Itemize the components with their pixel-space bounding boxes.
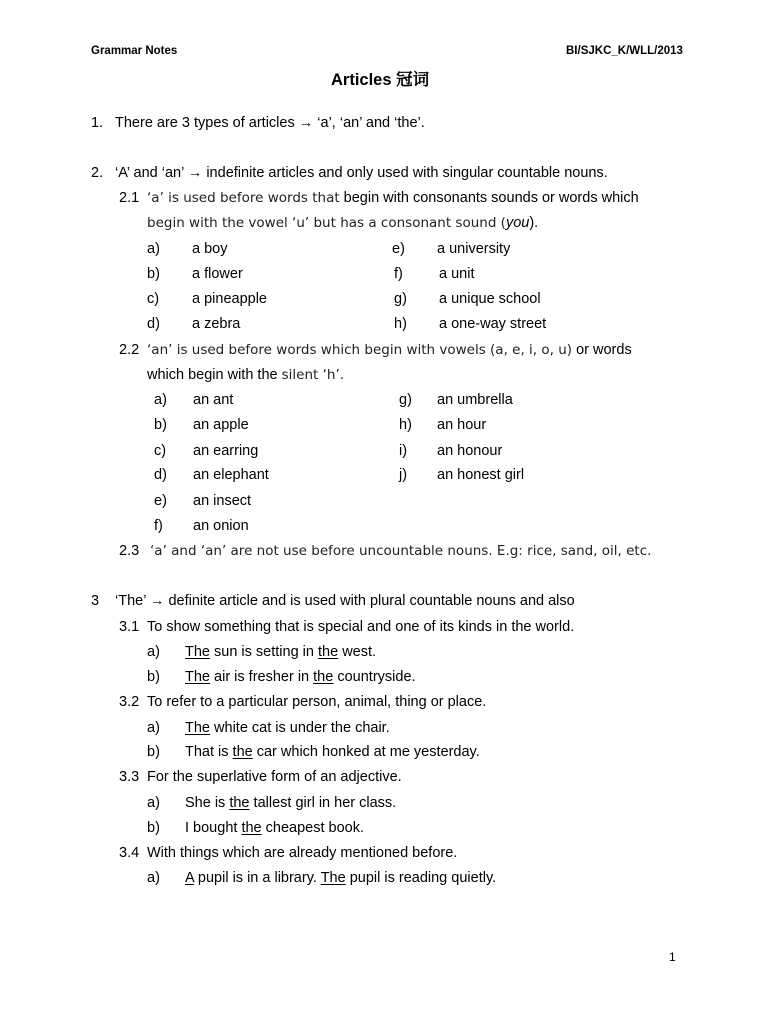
rule-2-2-number: 2.2 xyxy=(119,342,140,358)
list-item-label: f) xyxy=(394,266,403,282)
rule-3-3-text: For the superlative form of an adjective. xyxy=(147,769,402,785)
section-1-number: 1. xyxy=(91,115,104,131)
list-item-label: b) xyxy=(147,266,160,282)
list-item-label: h) xyxy=(399,417,412,433)
list-item: an earring xyxy=(193,443,259,459)
sentence-part: sun is setting in xyxy=(210,644,318,660)
underlined-article: the xyxy=(232,744,253,760)
underlined-article: The xyxy=(185,669,210,685)
list-item-label: a) xyxy=(147,644,160,660)
list-item: a unit xyxy=(439,266,475,282)
example-sentence xyxy=(185,643,376,661)
list-item: a one-way street xyxy=(439,316,547,332)
list-item-label: c) xyxy=(147,291,160,307)
example-sentence xyxy=(185,719,390,737)
list-item: a flower xyxy=(192,266,243,282)
rule-3-2-text: To refer to a particular person, animal, thing or place. xyxy=(147,694,487,710)
sentence-part: pupil is reading quietly. xyxy=(345,870,497,886)
list-item: an honour xyxy=(437,443,503,459)
list-item: an onion xyxy=(193,518,249,534)
underlined-article: the xyxy=(318,644,339,660)
section-3-text: ‘The’ → definite article and is used with plural countable nouns and also xyxy=(115,593,575,609)
rule-3-3-number: 3.3 xyxy=(119,769,140,785)
example-sentence xyxy=(185,743,480,761)
list-item: an insect xyxy=(193,493,252,509)
section-1-text: There are 3 types of articles → ‘a’, ‘an’ and ‘the’. xyxy=(115,115,425,131)
list-item: a pineapple xyxy=(192,291,267,307)
rule-2-3-number: 2.3 xyxy=(119,543,140,559)
rule-3-1-number: 3.1 xyxy=(119,619,140,635)
list-item-label: b) xyxy=(147,820,160,836)
section-3-number: 3 xyxy=(91,593,100,609)
page-number: 1 xyxy=(669,950,676,964)
sentence-part: I bought xyxy=(185,820,242,836)
rule-2-2-line-1 xyxy=(147,341,632,359)
list-item-label: h) xyxy=(394,316,407,332)
sentence-part: air is fresher in xyxy=(210,669,314,685)
list-item-label: a) xyxy=(147,241,160,257)
list-item: a unique school xyxy=(439,291,541,307)
header-left: Grammar Notes xyxy=(91,45,178,57)
list-item-label: a) xyxy=(147,795,160,811)
example-sentence xyxy=(185,819,364,837)
sentence-part: west. xyxy=(338,644,377,660)
list-item-label: b) xyxy=(154,417,167,433)
underlined-article: The xyxy=(185,644,210,660)
list-item-label: g) xyxy=(399,392,412,408)
rule-2-2-line-1b: or words xyxy=(576,342,632,358)
sentence-part: countryside. xyxy=(333,669,416,685)
sentence-part: tallest girl in her class. xyxy=(249,795,397,811)
underlined-article: The xyxy=(185,720,210,736)
list-item-label: e) xyxy=(392,241,405,257)
list-item: an umbrella xyxy=(437,392,513,408)
list-item-label: a) xyxy=(147,870,160,886)
example-sentence xyxy=(185,869,496,887)
page-title: Articles 冠词 xyxy=(331,71,430,89)
underlined-article: the xyxy=(241,820,262,836)
list-item-label: b) xyxy=(147,669,160,685)
sentence-part: white cat is under the chair. xyxy=(210,720,390,736)
list-item-label: c) xyxy=(154,443,167,459)
list-item-label: d) xyxy=(154,467,167,483)
header-right: BI/SJKC_K/WLL/2013 xyxy=(566,45,683,57)
sentence-part: She is xyxy=(185,795,230,811)
rule-2-2-line-2a: which begin with the xyxy=(147,367,278,383)
underlined-article: the xyxy=(313,669,334,685)
sentence-part: car which honked at me yesterday. xyxy=(252,744,480,760)
list-item-label: g) xyxy=(394,291,407,307)
underlined-article: A xyxy=(185,870,194,886)
rule-3-4-number: 3.4 xyxy=(119,845,140,861)
rule-2-2-line-1a: ‘an’ is used before words which begin with vowels (a, e, i, o, u) xyxy=(147,342,573,358)
list-item: an ant xyxy=(193,392,234,408)
sentence-part: pupil is in a library. xyxy=(193,870,321,886)
rule-2-1-line-2 xyxy=(147,214,538,232)
list-item-label: j) xyxy=(399,467,408,483)
section-2-number: 2. xyxy=(91,165,104,181)
rule-2-1-number: 2.1 xyxy=(119,190,140,206)
rule-2-1-line-2b: you xyxy=(505,215,530,231)
sentence-part: That is xyxy=(185,744,233,760)
example-sentence xyxy=(185,668,416,686)
list-item: an elephant xyxy=(193,467,269,483)
rule-2-1-line-1 xyxy=(147,189,639,207)
example-sentence xyxy=(185,794,396,812)
rule-2-1-line-2a: begin with the vowel ‘u’ but has a consonant sound ( xyxy=(147,215,506,231)
rule-3-2-number: 3.2 xyxy=(119,694,140,710)
rule-2-1-line-1a: ‘a’ is used before words that xyxy=(147,190,340,206)
section-2-text: ‘A’ and ‘an’ → indefinite articles and only used with singular countable nouns. xyxy=(115,165,608,181)
list-item: an honest girl xyxy=(437,467,525,483)
list-item-label: a) xyxy=(154,392,167,408)
rule-2-1-line-2c: ). xyxy=(529,215,539,231)
rule-2-1-line-1b: begin with consonants sounds or words which xyxy=(343,190,639,206)
list-item: a zebra xyxy=(192,316,241,332)
list-item: an hour xyxy=(437,417,487,433)
rule-2-2-line-2 xyxy=(147,366,344,384)
list-item-label: a) xyxy=(147,720,160,736)
underlined-article: the xyxy=(229,795,250,811)
list-item-label: i) xyxy=(399,443,408,459)
rule-3-1-text: To show something that is special and one of its kinds in the world. xyxy=(147,619,575,635)
list-item-label: f) xyxy=(154,518,163,534)
list-item-label: e) xyxy=(154,493,167,509)
rule-3-4-text: With things which are already mentioned before. xyxy=(147,845,458,861)
list-item: a university xyxy=(437,241,511,257)
rule-2-2-line-2b: silent ‘h’. xyxy=(281,367,345,383)
underlined-article: The xyxy=(320,870,346,886)
list-item-label: d) xyxy=(147,316,160,332)
rule-2-3-text: ‘a’ and ‘an’ are not use before uncountable nouns. E.g: rice, sand, oil, etc. xyxy=(150,543,652,559)
list-item: an apple xyxy=(193,417,249,433)
list-item-label: b) xyxy=(147,744,160,760)
sentence-part: cheapest book. xyxy=(261,820,364,836)
list-item: a boy xyxy=(192,241,228,257)
